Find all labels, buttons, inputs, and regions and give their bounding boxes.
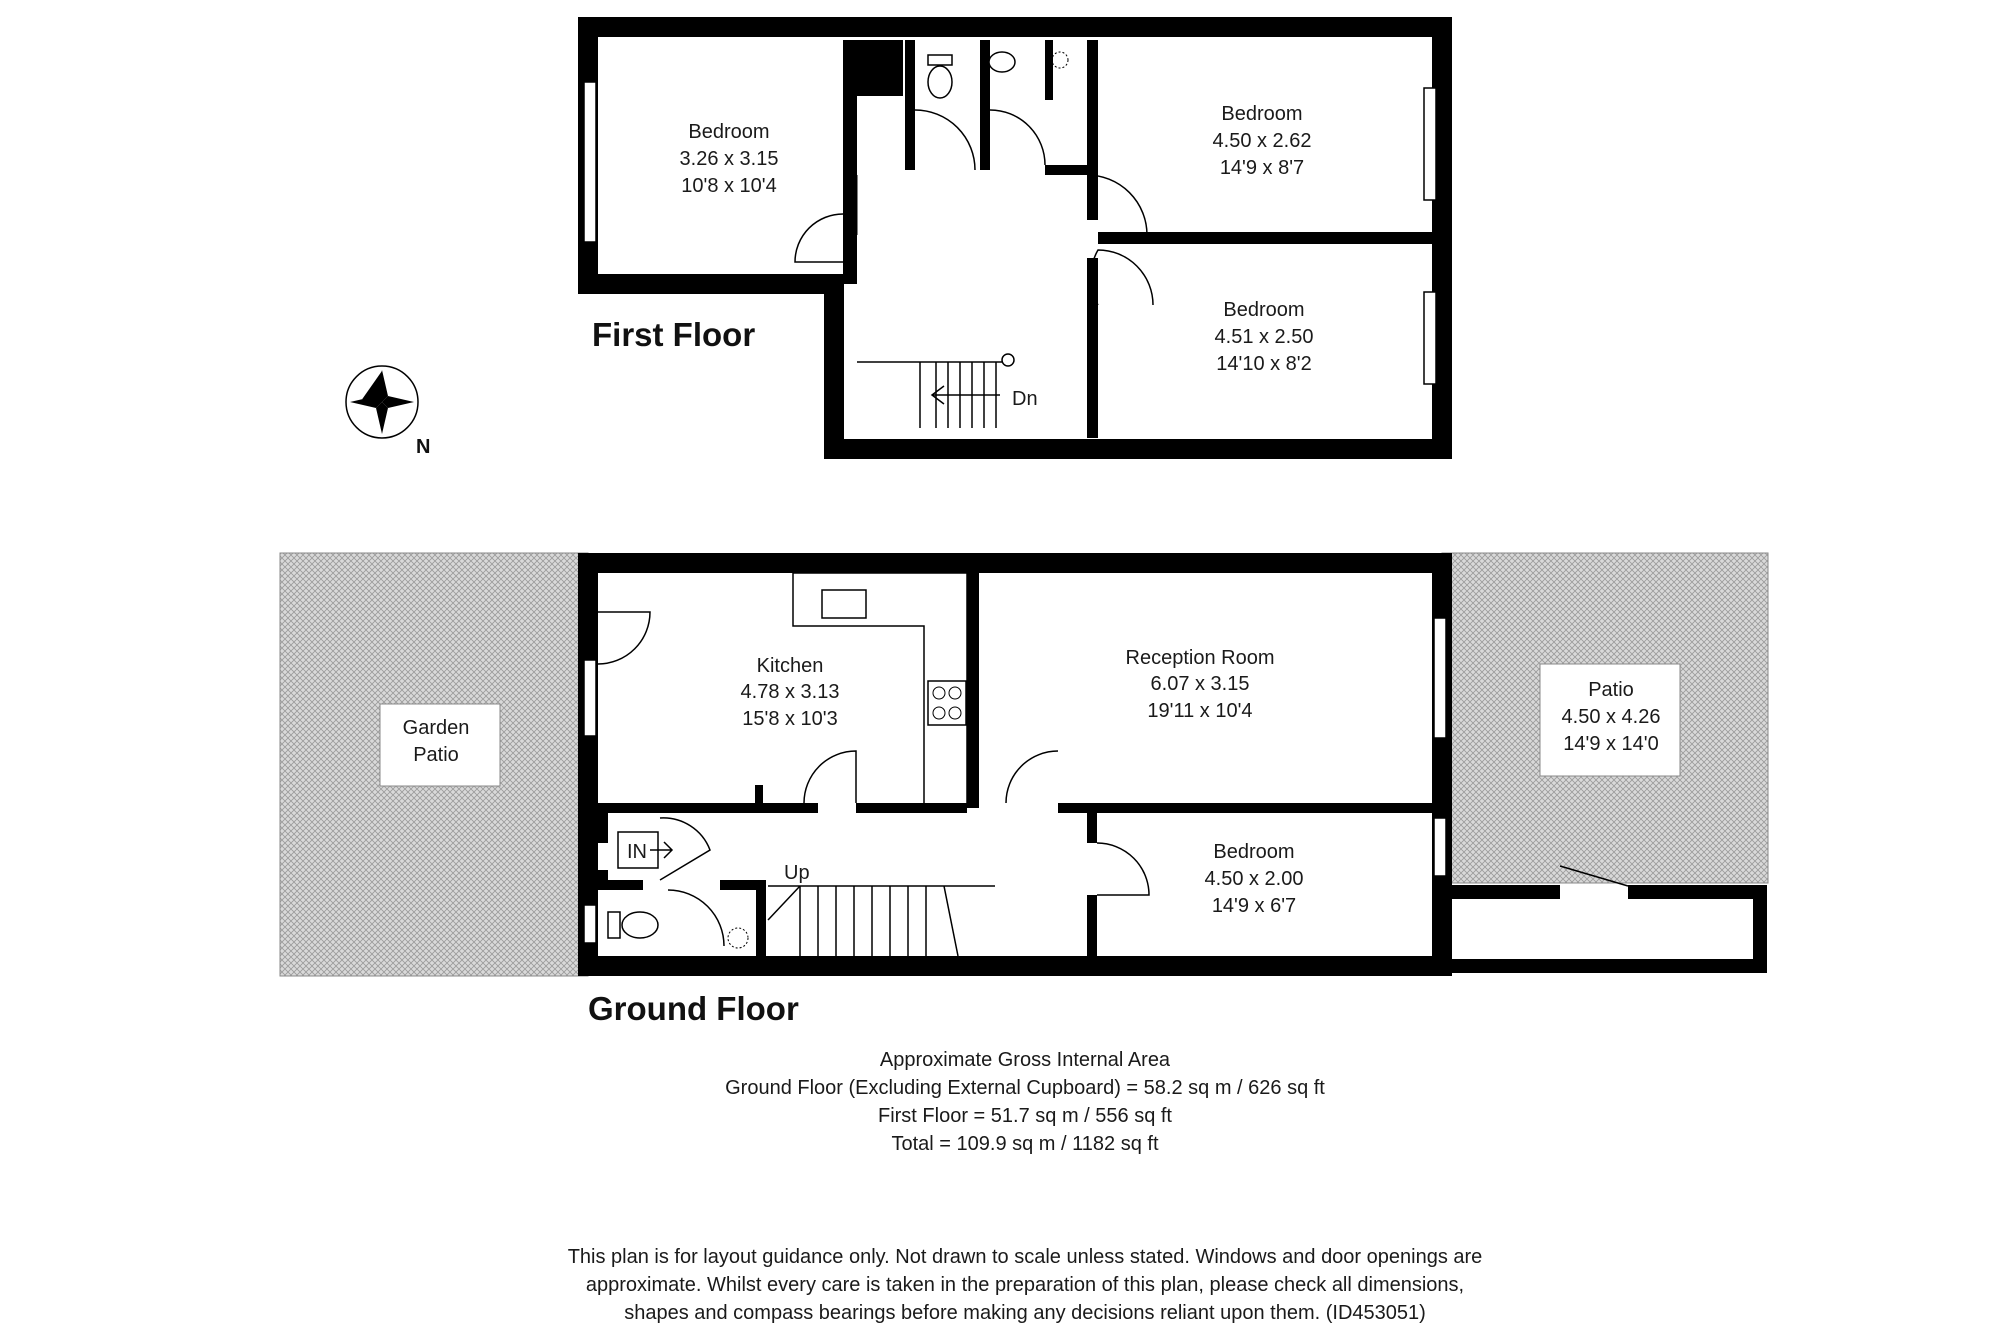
stair-label: Up (784, 862, 810, 884)
compass-rose-icon (346, 366, 430, 458)
stair-label: Dn (1012, 388, 1038, 410)
wall (598, 813, 608, 843)
wall (1087, 40, 1098, 220)
sink-icon (822, 590, 866, 618)
room-name: Bedroom (1221, 103, 1303, 125)
room-name: Kitchen (756, 655, 824, 677)
room-name: Bedroom (1223, 299, 1305, 321)
first-floor-stairs (857, 354, 1014, 428)
window (584, 905, 596, 943)
toilet-bowl-icon (928, 66, 952, 98)
disclaimer-line: shapes and compass bearings before making any decisions reliant upon them. (ID453051) (624, 1302, 1426, 1324)
room-metric-size: 3.26 x 3.15 (679, 148, 779, 170)
area-ground-floor: Ground Floor (Excluding External Cupboard) = 58.2 sq m / 626 sq ft (725, 1077, 1325, 1099)
area-first-floor: First Floor = 51.7 sq m / 556 sq ft (877, 1105, 1172, 1127)
wall (1098, 232, 1432, 244)
window (1434, 618, 1446, 738)
room-name: Bedroom (1213, 841, 1295, 863)
wall (720, 880, 756, 890)
garden-label: Patio (413, 744, 459, 766)
floor-title: First Floor (592, 316, 756, 353)
door-swing (598, 612, 650, 664)
wall (1045, 40, 1053, 100)
ground-floor-stairs (768, 886, 995, 956)
wall (755, 785, 763, 805)
window (1434, 818, 1446, 876)
room-imperial-size: 15'8 x 10'3 (742, 708, 838, 730)
area-heading: Approximate Gross Internal Area (879, 1049, 1171, 1071)
door-swing (660, 818, 710, 880)
area-total: Total = 109.9 sq m / 1182 sq ft (891, 1133, 1159, 1155)
room-name: Bedroom (688, 121, 770, 143)
first-floor-plan (584, 27, 1442, 449)
wall (598, 803, 818, 813)
gross-internal-area (500, 1046, 1550, 1158)
room-metric-size: 4.51 x 2.50 (1214, 326, 1314, 348)
door-swing (795, 214, 843, 262)
room-imperial-size: 14'9 x 6'7 (1211, 895, 1297, 917)
wall (598, 880, 643, 890)
room-imperial-size: 14'9 x 14'0 (1563, 733, 1659, 755)
window (1424, 88, 1436, 200)
room-metric-size: 4.50 x 4.26 (1561, 706, 1661, 728)
room-metric-size: 4.50 x 2.62 (1212, 130, 1312, 152)
floor-title: Ground Floor (588, 990, 799, 1027)
ground-floor-plan (280, 553, 1768, 1027)
shower-head-icon (728, 928, 748, 948)
door-swing (1006, 751, 1058, 803)
room-imperial-size: 10'8 x 10'4 (681, 175, 777, 197)
wall (756, 880, 766, 956)
entrance-label: IN (627, 841, 647, 863)
shower-head-icon (1052, 52, 1068, 68)
wall (967, 573, 979, 808)
room-name: Reception Room (1125, 647, 1275, 669)
wall (1058, 803, 1442, 813)
room-name: Patio (1588, 679, 1634, 701)
disclaimer-line: This plan is for layout guidance only. Not drawn to scale unless stated. Windows and door openings are (567, 1246, 1483, 1268)
hob-icon (928, 681, 966, 725)
door-swing (915, 110, 975, 170)
door-swing (668, 890, 724, 946)
toilet-cistern-icon (928, 55, 952, 65)
door-swing (804, 751, 856, 803)
door-swing (1097, 843, 1149, 895)
room-imperial-size: 14'10 x 8'2 (1216, 353, 1312, 375)
basin-icon (989, 52, 1015, 72)
external-cupboard-wall (1442, 892, 1760, 966)
room-metric-size: 4.78 x 3.13 (740, 681, 840, 703)
toilet-cistern-icon (608, 912, 620, 938)
door-swing (990, 110, 1045, 165)
wall (1087, 258, 1098, 438)
garden-label: Garden (402, 717, 470, 739)
wall (856, 803, 967, 813)
disclaimer (420, 1243, 1630, 1327)
window (584, 82, 596, 242)
wall (843, 40, 903, 96)
disclaimer-line: approximate. Whilst every care is taken in the preparation of this plan, please check all dimensions, (585, 1274, 1465, 1296)
north-label: N (416, 436, 431, 458)
toilet-bowl-icon (622, 912, 658, 938)
room-metric-size: 6.07 x 3.15 (1150, 673, 1250, 695)
door-swing (1091, 250, 1153, 305)
wall (1087, 895, 1097, 956)
window (584, 660, 596, 736)
wall (1087, 813, 1097, 843)
ground-floor-outer-wall (588, 563, 1442, 966)
wall (1045, 165, 1087, 175)
window (1424, 292, 1436, 384)
room-metric-size: 4.50 x 2.00 (1204, 868, 1304, 890)
room-imperial-size: 19'11 x 10'4 (1147, 700, 1253, 722)
wall (598, 870, 608, 880)
wall (980, 40, 990, 170)
room-imperial-size: 14'9 x 8'7 (1219, 157, 1305, 179)
wall (905, 40, 915, 170)
